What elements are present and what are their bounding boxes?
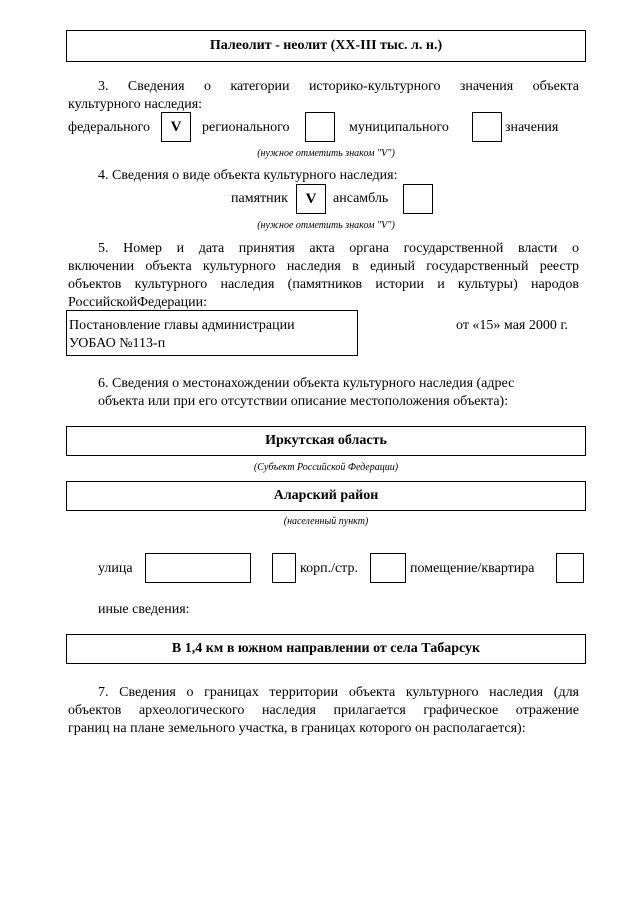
ensemble-label: ансамбль [333,191,389,206]
monument-label: памятник [231,191,288,206]
building-field[interactable] [370,553,406,583]
section5-line2: включении объекта культурного наследия в единый государственный реестр [68,259,579,274]
section3-line1: 3. Сведения о категории историко-культурного значения объекта [98,79,579,94]
other-box [66,634,586,664]
municipal-checkbox[interactable] [472,112,502,142]
period-title: Палеолит - неолит (XX-III тыс. л. н.) [209,38,443,53]
period-title-box [66,30,586,62]
act-date: от «15» мая 2000 г. [456,318,569,333]
other-label: иные сведения: [98,602,190,617]
regional-label: регионального [202,120,290,135]
federal-label: федерального [68,120,151,135]
act-line1: Постановление главы администрации [69,318,295,333]
section5-line4: РоссийскойФедерации: [68,295,208,310]
region-box [66,426,586,456]
section7-text [68,684,579,738]
section5-line1: 5. Номер и дата принятия акта органа государственной власти о [98,241,579,256]
municipal-label: муниципального [349,120,449,135]
section3-note: (нужное отметить знаком "V") [257,148,395,159]
importance-label: значения [505,120,559,135]
section6-line2: объекта или при его отсутствии описание местоположения объекта): [98,394,509,409]
settlement-note: (населенный пункт) [283,516,369,527]
section6-text [98,375,578,411]
regional-checkbox[interactable] [305,112,335,142]
region-value: Иркутская область [265,433,387,448]
street-label: улица [98,561,133,576]
other-value: В 1,4 км в южном направлении от села Табарсук [171,641,481,656]
room-field[interactable] [556,553,584,583]
federal-checkbox[interactable]: V [161,112,191,142]
section3-line2: культурного наследия: [68,97,203,112]
section4-line1: 4. Сведения о виде объекта культурного наследия: [98,168,398,183]
section7-line2: объектов археологического наследия прилагается графическое отражение [68,703,579,718]
house-field[interactable] [272,553,296,583]
monument-checkbox[interactable]: V [296,184,326,214]
act-box [66,310,358,356]
settlement-box [66,481,586,511]
section6-line1: 6. Сведения о местонахождении объекта культурного наследия (адрес [98,376,515,391]
room-label: помещение/квартира [410,561,535,576]
settlement-value: Аларский район [273,488,379,503]
region-note: (Субъект Российской Федерации) [253,462,399,473]
ensemble-checkbox[interactable] [403,184,433,214]
act-line2: УОБАО №113-п [69,336,166,351]
street-field[interactable] [145,553,251,583]
section3-text [68,78,579,114]
section4-note: (нужное отметить знаком "V") [257,220,395,231]
section5-line3: объектов культурного наследия (памятников истории и культуры) народов [68,277,579,292]
building-label: корп./стр. [300,561,358,576]
section7-line1: 7. Сведения о границах территории объекта культурного наследия (для [98,685,579,700]
section7-line3: границ на плане земельного участка, в границах которого он располагается): [68,721,526,736]
section5-text [68,240,579,312]
